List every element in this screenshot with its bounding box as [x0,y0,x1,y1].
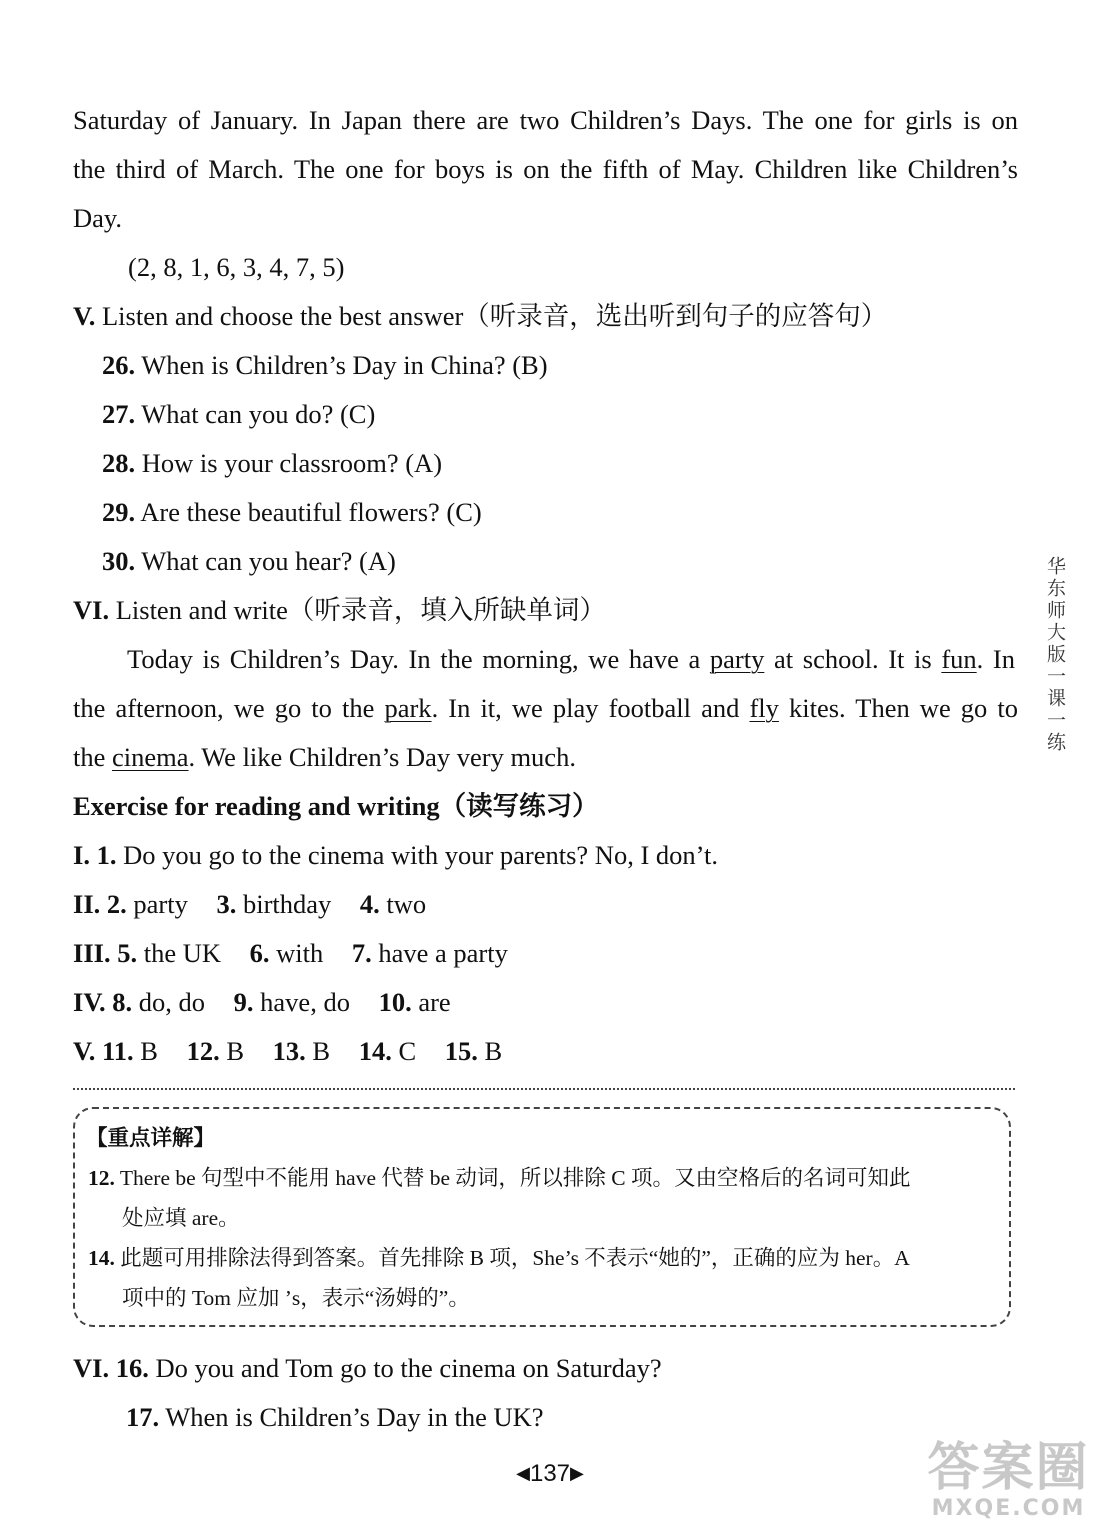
answer-item [126,1393,1071,1442]
answer-row-1 [73,831,1018,880]
passage-text: . In [976,644,1016,674]
item-number: 6. [249,938,270,968]
section-number: VI. [73,1353,110,1383]
order-answer: (2, 8, 1, 6, 3, 4, 7, 5) [128,252,345,282]
item-answer: have a party [378,938,508,968]
exercise-title-cn: （读写练习） [439,791,599,821]
item-answer: C [398,1036,417,1066]
note-text: 此题可用排除法得到答案。首先排除 B 项，She’s 不表示“她的”，正确的应为 her。A [120,1246,910,1270]
item-text: What can you do? (C) [141,399,376,429]
note-number: 12. [88,1166,115,1190]
watermark-logo [926,1440,1091,1532]
answer-item [102,390,1047,439]
item-number: 9. [233,987,254,1017]
note-12-line-1 [88,1158,1002,1198]
item-number: 1. [96,840,117,870]
passage-text: . In it, we play football and [431,693,740,723]
item-text: When is Children’s Day in China? (B) [141,350,548,380]
item-number: 5. [117,938,138,968]
section-vi-heading [73,586,1018,635]
item-answer: B [484,1036,503,1066]
filled-word: fun [941,644,977,674]
filled-word: cinema [112,742,189,772]
intro-line-2: the third of March. The one for boys is on the fifth of May. Children like Children’s [73,154,1018,184]
item-answer: B [312,1036,331,1066]
item-number: 15. [444,1036,478,1066]
item-number: 11. [101,1036,134,1066]
item-answer: do, do [138,987,206,1017]
item-answer: the UK [143,938,221,968]
item-number: 13. [272,1036,306,1066]
item-number: 3. [216,889,237,919]
filled-word: fly [749,693,779,723]
item-text: What can you hear? (A) [141,546,396,576]
passage-text: Today is Children’s Day. In the morning, we have a [127,644,701,674]
row-label: I. [73,840,90,870]
item-number: 17. [126,1402,160,1432]
answer-item [102,488,1047,537]
item-answer: B [226,1036,245,1066]
item-number: 30. [102,546,136,576]
section-v-title: Listen and choose the best answer（听录音，选出听到句子的应答句） [101,301,888,331]
passage-line-1 [127,635,1015,684]
answer-row-2 [73,880,1018,929]
row-label: III. [73,938,111,968]
answer-item [102,439,1047,488]
row-label: II. [73,889,101,919]
passage-text: kites. Then we go to [788,693,1018,723]
row-label: V. [73,1036,96,1066]
page-number [490,1457,610,1490]
item-number: 29. [102,497,136,527]
note-text: There be 句型中不能用 have 代替 be 动词，所以排除 C 项。又由空格后的名词可知此 [119,1166,911,1190]
passage-text: the [73,742,106,772]
item-answer: B [140,1036,158,1066]
answer-row-4 [73,978,1018,1027]
passage-line-3 [73,733,1018,782]
item-text: How is your classroom? (A) [141,448,443,478]
section-v-number: V. [73,301,96,331]
note-14-line-2: 项中的 Tom 应加 ’s，表示“汤姆的”。 [122,1286,470,1310]
note-14-line-1 [88,1238,1002,1278]
right-triangle-icon: ▶ [570,1463,584,1483]
item-answer: Do you go to the cinema with your parents? No, I don’t. [123,840,718,870]
item-answer: two [386,889,427,919]
answer-item [102,537,1047,586]
intro-line-1: Saturday of January. In Japan there are two Children’s Days. The one for girls is on [73,105,1018,135]
answer-row-3 [73,929,1018,978]
item-answer: birthday [242,889,332,919]
watermark-bottom: MXQE.COM [931,1496,1086,1521]
item-number: 4. [359,889,380,919]
item-number: 14. [358,1036,392,1066]
item-text: When is Children’s Day in the UK? [165,1402,544,1432]
item-number: 27. [102,399,136,429]
item-number: 8. [112,987,133,1017]
item-number: 2. [106,889,127,919]
item-answer: party [133,889,188,919]
note-number: 14. [88,1246,115,1270]
passage-text: at school. It is [774,644,932,674]
item-number: 28. [102,448,136,478]
item-number: 7. [351,938,372,968]
side-book-title: 华东师大版一课一练 [1044,556,1066,754]
passage-line-2 [73,684,1018,733]
item-number: 10. [378,987,412,1017]
watermark-top: 答案圈 [927,1438,1090,1498]
section-vi-writing-heading [73,1344,1018,1393]
note-12-line-2: 处应填 are。 [122,1206,240,1230]
page-number-text: 137 [529,1460,571,1487]
filled-word: park [384,693,432,723]
item-answer: with [276,938,324,968]
passage-text: the afternoon, we go to the [73,693,375,723]
explanation-header: 【重点详解】 [86,1126,216,1150]
item-number: 16. [115,1353,149,1383]
item-answer: are [418,987,451,1017]
item-text: Are these beautiful flowers? (C) [140,497,482,527]
item-number: 12. [186,1036,220,1066]
section-vi-title: Listen and write（听录音，填入所缺单词） [115,595,606,625]
filled-word: party [709,644,765,674]
item-text: Do you and Tom go to the cinema on Saturday? [155,1353,662,1383]
passage-text: . We like Children’s Day very much. [188,742,576,772]
answer-item [102,341,1047,390]
exercise-title: Exercise for reading and writing [73,791,440,821]
section-v-heading [73,292,1018,341]
left-triangle-icon: ◀ [516,1463,530,1483]
section-vi-number: VI. [73,595,110,625]
item-answer: have, do [260,987,350,1017]
intro-line-3: Day. [73,203,123,233]
answer-row-5 [73,1027,1018,1076]
exercise-heading [73,782,1018,831]
dotted-divider [73,1088,1015,1090]
row-label: IV. [73,987,106,1017]
item-number: 26. [102,350,136,380]
